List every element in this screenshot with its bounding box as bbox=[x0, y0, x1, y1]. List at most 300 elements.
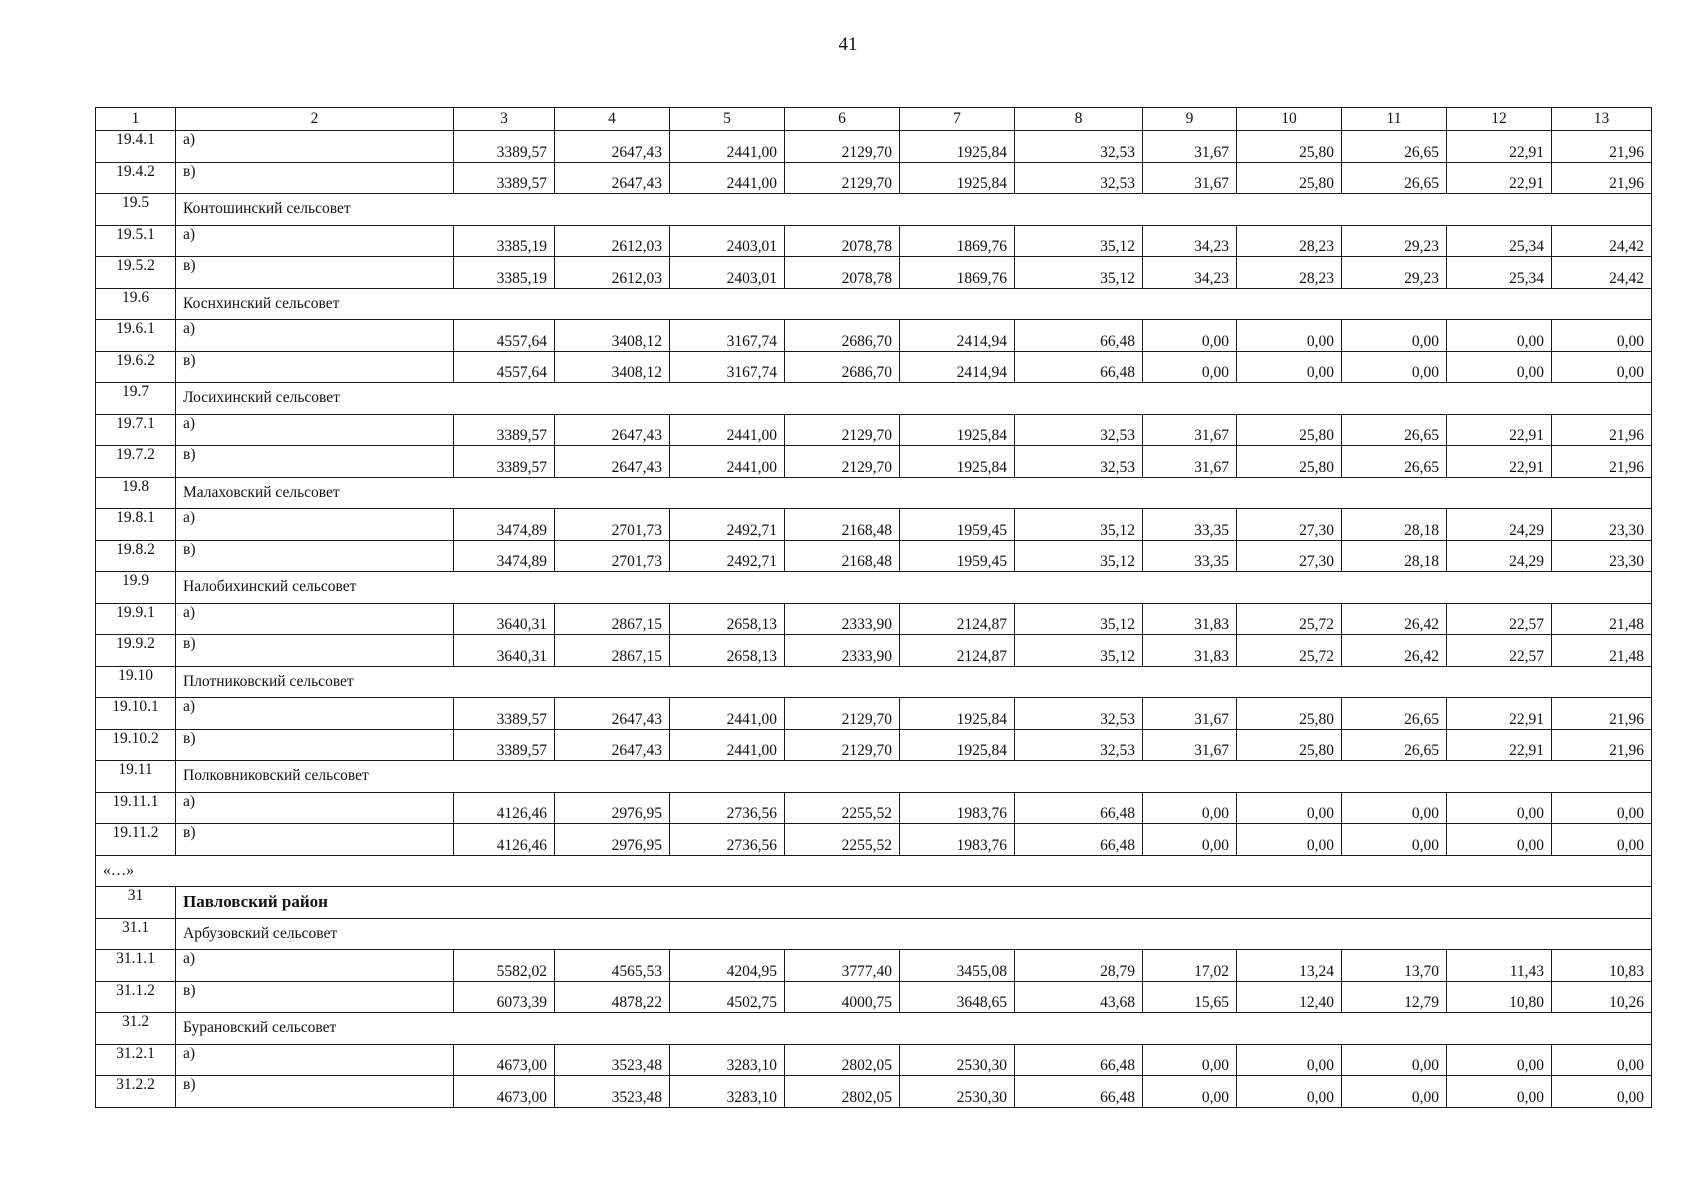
value-cell: 3389,57 bbox=[454, 446, 555, 478]
value-cell: 3167,74 bbox=[670, 351, 785, 383]
value-cell: 2403,01 bbox=[670, 225, 785, 257]
value-cell: 25,72 bbox=[1237, 603, 1342, 635]
value-cell: 32,53 bbox=[1015, 698, 1143, 730]
value-cell: 21,96 bbox=[1552, 414, 1652, 446]
value-cell: 4557,64 bbox=[454, 320, 555, 352]
value-cell: 32,53 bbox=[1015, 446, 1143, 478]
value-cell: 3389,57 bbox=[454, 729, 555, 761]
value-cell: 22,91 bbox=[1447, 446, 1552, 478]
table-row bbox=[96, 981, 1652, 1013]
column-number-cell: 12 bbox=[1447, 108, 1552, 131]
value-cell: 0,00 bbox=[1447, 1044, 1552, 1076]
value-cell: 28,79 bbox=[1015, 950, 1143, 982]
value-cell: 26,42 bbox=[1342, 603, 1447, 635]
section-title: Контошинский сельсовет bbox=[176, 194, 1652, 226]
value-cell: 0,00 bbox=[1552, 351, 1652, 383]
value-cell: 2441,00 bbox=[670, 698, 785, 730]
row-code: 19.7.1 bbox=[96, 414, 176, 446]
table-row bbox=[96, 225, 1652, 257]
row-label: в) bbox=[176, 635, 454, 667]
row-code: 19.11.1 bbox=[96, 792, 176, 824]
value-cell: 25,34 bbox=[1447, 225, 1552, 257]
value-cell: 31,67 bbox=[1143, 414, 1237, 446]
column-number-cell: 5 bbox=[670, 108, 785, 131]
value-cell: 0,00 bbox=[1342, 1076, 1447, 1108]
value-cell: 10,83 bbox=[1552, 950, 1652, 982]
value-cell: 2129,70 bbox=[785, 698, 900, 730]
value-cell: 2647,43 bbox=[555, 698, 670, 730]
value-cell: 66,48 bbox=[1015, 824, 1143, 856]
value-cell: 2078,78 bbox=[785, 257, 900, 289]
value-cell: 22,91 bbox=[1447, 131, 1552, 163]
section-title: Плотниковский сельсовет bbox=[176, 666, 1652, 698]
row-label: в) bbox=[176, 1076, 454, 1108]
value-cell: 21,96 bbox=[1552, 162, 1652, 194]
value-cell: 2736,56 bbox=[670, 792, 785, 824]
row-label: в) bbox=[176, 729, 454, 761]
value-cell: 2078,78 bbox=[785, 225, 900, 257]
section-title: Лосихинский сельсовет bbox=[176, 383, 1652, 415]
value-cell: 32,53 bbox=[1015, 414, 1143, 446]
value-cell: 1959,45 bbox=[900, 540, 1015, 572]
value-cell: 2168,48 bbox=[785, 509, 900, 541]
table-row bbox=[96, 1076, 1652, 1108]
value-cell: 2403,01 bbox=[670, 257, 785, 289]
value-cell: 2647,43 bbox=[555, 446, 670, 478]
value-cell: 0,00 bbox=[1552, 792, 1652, 824]
column-number-cell: 1 bbox=[96, 108, 176, 131]
value-cell: 22,57 bbox=[1447, 635, 1552, 667]
value-cell: 0,00 bbox=[1143, 1076, 1237, 1108]
value-cell: 4878,22 bbox=[555, 981, 670, 1013]
value-cell: 0,00 bbox=[1237, 824, 1342, 856]
value-cell: 4126,46 bbox=[454, 824, 555, 856]
value-cell: 28,23 bbox=[1237, 257, 1342, 289]
value-cell: 24,29 bbox=[1447, 509, 1552, 541]
value-cell: 26,65 bbox=[1342, 131, 1447, 163]
value-cell: 4126,46 bbox=[454, 792, 555, 824]
value-cell: 2612,03 bbox=[555, 225, 670, 257]
column-number-cell: 9 bbox=[1143, 108, 1237, 131]
row-label: а) bbox=[176, 950, 454, 982]
value-cell: 66,48 bbox=[1015, 351, 1143, 383]
value-cell: 2441,00 bbox=[670, 446, 785, 478]
value-cell: 2647,43 bbox=[555, 729, 670, 761]
section-title: Полковниковский сельсовет bbox=[176, 761, 1652, 793]
value-cell: 4557,64 bbox=[454, 351, 555, 383]
value-cell: 4000,75 bbox=[785, 981, 900, 1013]
row-label: в) bbox=[176, 981, 454, 1013]
value-cell: 2492,71 bbox=[670, 540, 785, 572]
value-cell: 2647,43 bbox=[555, 162, 670, 194]
value-cell: 2255,52 bbox=[785, 792, 900, 824]
value-cell: 21,96 bbox=[1552, 446, 1652, 478]
value-cell: 0,00 bbox=[1552, 1076, 1652, 1108]
section-code: 19.10 bbox=[96, 666, 176, 698]
value-cell: 25,80 bbox=[1237, 414, 1342, 446]
value-cell: 0,00 bbox=[1143, 320, 1237, 352]
value-cell: 2129,70 bbox=[785, 131, 900, 163]
value-cell: 2124,87 bbox=[900, 603, 1015, 635]
value-cell: 31,67 bbox=[1143, 698, 1237, 730]
value-cell: 31,67 bbox=[1143, 729, 1237, 761]
table-row bbox=[96, 824, 1652, 856]
value-cell: 0,00 bbox=[1237, 320, 1342, 352]
value-cell: 22,91 bbox=[1447, 729, 1552, 761]
value-cell: 1925,84 bbox=[900, 162, 1015, 194]
value-cell: 3389,57 bbox=[454, 162, 555, 194]
value-cell: 0,00 bbox=[1342, 792, 1447, 824]
section-row bbox=[96, 288, 1652, 320]
value-cell: 0,00 bbox=[1552, 1044, 1652, 1076]
section-title: Бурановский сельсовет bbox=[176, 1013, 1652, 1045]
value-cell: 33,35 bbox=[1143, 540, 1237, 572]
value-cell: 3640,31 bbox=[454, 635, 555, 667]
value-cell: 32,53 bbox=[1015, 729, 1143, 761]
value-cell: 28,23 bbox=[1237, 225, 1342, 257]
row-label: а) bbox=[176, 225, 454, 257]
value-cell: 2867,15 bbox=[555, 603, 670, 635]
value-cell: 29,23 bbox=[1342, 257, 1447, 289]
value-cell: 0,00 bbox=[1552, 320, 1652, 352]
section-code: 19.9 bbox=[96, 572, 176, 604]
value-cell: 31,67 bbox=[1143, 446, 1237, 478]
value-cell: 29,23 bbox=[1342, 225, 1447, 257]
value-cell: 2802,05 bbox=[785, 1076, 900, 1108]
value-cell: 2414,94 bbox=[900, 351, 1015, 383]
value-cell: 1925,84 bbox=[900, 729, 1015, 761]
section-row bbox=[96, 572, 1652, 604]
value-cell: 2129,70 bbox=[785, 729, 900, 761]
row-code: 31.1.1 bbox=[96, 950, 176, 982]
value-cell: 11,43 bbox=[1447, 950, 1552, 982]
table-row bbox=[96, 698, 1652, 730]
value-cell: 25,80 bbox=[1237, 131, 1342, 163]
value-cell: 3455,08 bbox=[900, 950, 1015, 982]
value-cell: 35,12 bbox=[1015, 635, 1143, 667]
value-cell: 1925,84 bbox=[900, 414, 1015, 446]
value-cell: 27,30 bbox=[1237, 509, 1342, 541]
value-cell: 2612,03 bbox=[555, 257, 670, 289]
column-number-cell: 6 bbox=[785, 108, 900, 131]
value-cell: 23,30 bbox=[1552, 540, 1652, 572]
row-code: 19.9.1 bbox=[96, 603, 176, 635]
value-cell: 2658,13 bbox=[670, 635, 785, 667]
value-cell: 0,00 bbox=[1447, 792, 1552, 824]
value-cell: 1869,76 bbox=[900, 225, 1015, 257]
section-title: Малаховский сельсовет bbox=[176, 477, 1652, 509]
value-cell: 35,12 bbox=[1015, 540, 1143, 572]
section-code: 19.6 bbox=[96, 288, 176, 320]
value-cell: 0,00 bbox=[1342, 1044, 1447, 1076]
value-cell: 4502,75 bbox=[670, 981, 785, 1013]
value-cell: 1983,76 bbox=[900, 792, 1015, 824]
value-cell: 1925,84 bbox=[900, 698, 1015, 730]
page-number: 41 bbox=[838, 34, 858, 55]
section-row bbox=[96, 383, 1652, 415]
value-cell: 21,96 bbox=[1552, 131, 1652, 163]
value-cell: 3523,48 bbox=[555, 1076, 670, 1108]
value-cell: 4204,95 bbox=[670, 950, 785, 982]
value-cell: 0,00 bbox=[1342, 351, 1447, 383]
row-code: 19.10.1 bbox=[96, 698, 176, 730]
row-label: а) bbox=[176, 414, 454, 446]
value-cell: 24,29 bbox=[1447, 540, 1552, 572]
value-cell: 0,00 bbox=[1143, 792, 1237, 824]
value-cell: 2333,90 bbox=[785, 635, 900, 667]
value-cell: 2530,30 bbox=[900, 1044, 1015, 1076]
value-cell: 2976,95 bbox=[555, 792, 670, 824]
value-cell: 26,65 bbox=[1342, 729, 1447, 761]
value-cell: 43,68 bbox=[1015, 981, 1143, 1013]
value-cell: 28,18 bbox=[1342, 540, 1447, 572]
row-code: 19.6.1 bbox=[96, 320, 176, 352]
row-code: 19.11.2 bbox=[96, 824, 176, 856]
row-code: 19.7.2 bbox=[96, 446, 176, 478]
value-cell: 2441,00 bbox=[670, 162, 785, 194]
value-cell: 21,96 bbox=[1552, 698, 1652, 730]
column-number-cell: 7 bbox=[900, 108, 1015, 131]
row-label: в) bbox=[176, 824, 454, 856]
value-cell: 66,48 bbox=[1015, 792, 1143, 824]
value-cell: 32,53 bbox=[1015, 131, 1143, 163]
section-row bbox=[96, 1013, 1652, 1045]
section-code: 31 bbox=[96, 887, 176, 919]
row-label: а) bbox=[176, 603, 454, 635]
section-row bbox=[96, 477, 1652, 509]
table-row bbox=[96, 792, 1652, 824]
value-cell: 25,72 bbox=[1237, 635, 1342, 667]
value-cell: 4565,53 bbox=[555, 950, 670, 982]
row-code: 31.2.2 bbox=[96, 1076, 176, 1108]
value-cell: 66,48 bbox=[1015, 1076, 1143, 1108]
table-row bbox=[96, 950, 1652, 982]
value-cell: 3474,89 bbox=[454, 509, 555, 541]
section-row bbox=[96, 761, 1652, 793]
value-cell: 0,00 bbox=[1552, 824, 1652, 856]
row-label: а) bbox=[176, 509, 454, 541]
value-cell: 24,42 bbox=[1552, 257, 1652, 289]
value-cell: 2441,00 bbox=[670, 414, 785, 446]
value-cell: 13,70 bbox=[1342, 950, 1447, 982]
value-cell: 12,79 bbox=[1342, 981, 1447, 1013]
value-cell: 2701,73 bbox=[555, 509, 670, 541]
value-cell: 26,65 bbox=[1342, 698, 1447, 730]
section-code: 31.2 bbox=[96, 1013, 176, 1045]
value-cell: 2686,70 bbox=[785, 320, 900, 352]
value-cell: 0,00 bbox=[1237, 1044, 1342, 1076]
value-cell: 3474,89 bbox=[454, 540, 555, 572]
value-cell: 15,65 bbox=[1143, 981, 1237, 1013]
value-cell: 3385,19 bbox=[454, 225, 555, 257]
value-cell: 3283,10 bbox=[670, 1044, 785, 1076]
value-cell: 2736,56 bbox=[670, 824, 785, 856]
value-cell: 3389,57 bbox=[454, 131, 555, 163]
section-row bbox=[96, 194, 1652, 226]
value-cell: 3167,74 bbox=[670, 320, 785, 352]
value-cell: 2701,73 bbox=[555, 540, 670, 572]
value-cell: 21,48 bbox=[1552, 603, 1652, 635]
value-cell: 23,30 bbox=[1552, 509, 1652, 541]
value-cell: 17,02 bbox=[1143, 950, 1237, 982]
value-cell: 2658,13 bbox=[670, 603, 785, 635]
value-cell: 21,96 bbox=[1552, 729, 1652, 761]
row-label: а) bbox=[176, 792, 454, 824]
value-cell: 22,91 bbox=[1447, 414, 1552, 446]
value-cell: 31,83 bbox=[1143, 635, 1237, 667]
value-cell: 66,48 bbox=[1015, 320, 1143, 352]
value-cell: 31,83 bbox=[1143, 603, 1237, 635]
value-cell: 35,12 bbox=[1015, 257, 1143, 289]
row-label: а) bbox=[176, 320, 454, 352]
omission-row bbox=[96, 855, 1652, 887]
value-cell: 0,00 bbox=[1143, 351, 1237, 383]
value-cell: 22,57 bbox=[1447, 603, 1552, 635]
value-cell: 2441,00 bbox=[670, 729, 785, 761]
value-cell: 0,00 bbox=[1143, 824, 1237, 856]
value-cell: 13,24 bbox=[1237, 950, 1342, 982]
value-cell: 25,34 bbox=[1447, 257, 1552, 289]
value-cell: 22,91 bbox=[1447, 162, 1552, 194]
table-row bbox=[96, 603, 1652, 635]
value-cell: 4673,00 bbox=[454, 1076, 555, 1108]
table-row bbox=[96, 414, 1652, 446]
value-cell: 27,30 bbox=[1237, 540, 1342, 572]
row-code: 31.2.1 bbox=[96, 1044, 176, 1076]
value-cell: 3283,10 bbox=[670, 1076, 785, 1108]
value-cell: 2492,71 bbox=[670, 509, 785, 541]
value-cell: 3640,31 bbox=[454, 603, 555, 635]
value-cell: 33,35 bbox=[1143, 509, 1237, 541]
section-title: Налобихинский сельсовет bbox=[176, 572, 1652, 604]
column-number-cell: 11 bbox=[1342, 108, 1447, 131]
row-code: 19.6.2 bbox=[96, 351, 176, 383]
value-cell: 3523,48 bbox=[555, 1044, 670, 1076]
value-cell: 1983,76 bbox=[900, 824, 1015, 856]
section-code: 19.7 bbox=[96, 383, 176, 415]
value-cell: 2867,15 bbox=[555, 635, 670, 667]
value-cell: 1959,45 bbox=[900, 509, 1015, 541]
section-code: 19.11 bbox=[96, 761, 176, 793]
table-body bbox=[96, 131, 1652, 1108]
row-label: в) bbox=[176, 257, 454, 289]
table-row bbox=[96, 131, 1652, 163]
value-cell: 2124,87 bbox=[900, 635, 1015, 667]
value-cell: 12,40 bbox=[1237, 981, 1342, 1013]
column-number-cell: 13 bbox=[1552, 108, 1652, 131]
row-label: в) bbox=[176, 446, 454, 478]
column-number-cell: 3 bbox=[454, 108, 555, 131]
value-cell: 28,18 bbox=[1342, 509, 1447, 541]
value-cell: 2530,30 bbox=[900, 1076, 1015, 1108]
row-label: в) bbox=[176, 162, 454, 194]
value-cell: 3648,65 bbox=[900, 981, 1015, 1013]
section-row bbox=[96, 918, 1652, 950]
section-title: Арбузовский сельсовет bbox=[176, 918, 1652, 950]
section-code: 19.8 bbox=[96, 477, 176, 509]
value-cell: 0,00 bbox=[1237, 1076, 1342, 1108]
value-cell: 25,80 bbox=[1237, 446, 1342, 478]
value-cell: 10,26 bbox=[1552, 981, 1652, 1013]
value-cell: 26,65 bbox=[1342, 446, 1447, 478]
row-code: 19.5.1 bbox=[96, 225, 176, 257]
value-cell: 2686,70 bbox=[785, 351, 900, 383]
section-row bbox=[96, 666, 1652, 698]
value-cell: 3408,12 bbox=[555, 351, 670, 383]
table-row bbox=[96, 509, 1652, 541]
row-code: 19.4.2 bbox=[96, 162, 176, 194]
row-label: а) bbox=[176, 131, 454, 163]
table-row bbox=[96, 320, 1652, 352]
column-number-cell: 10 bbox=[1237, 108, 1342, 131]
value-cell: 0,00 bbox=[1447, 824, 1552, 856]
row-code: 19.8.2 bbox=[96, 540, 176, 572]
value-cell: 2255,52 bbox=[785, 824, 900, 856]
value-cell: 31,67 bbox=[1143, 131, 1237, 163]
value-cell: 35,12 bbox=[1015, 225, 1143, 257]
value-cell: 35,12 bbox=[1015, 509, 1143, 541]
section-code: 31.1 bbox=[96, 918, 176, 950]
value-cell: 0,00 bbox=[1447, 1076, 1552, 1108]
value-cell: 2129,70 bbox=[785, 414, 900, 446]
table-row bbox=[96, 446, 1652, 478]
table-row bbox=[96, 351, 1652, 383]
value-cell: 1925,84 bbox=[900, 446, 1015, 478]
value-cell: 4673,00 bbox=[454, 1044, 555, 1076]
table-row bbox=[96, 729, 1652, 761]
row-code: 19.10.2 bbox=[96, 729, 176, 761]
value-cell: 3385,19 bbox=[454, 257, 555, 289]
value-cell: 25,80 bbox=[1237, 698, 1342, 730]
value-cell: 32,53 bbox=[1015, 162, 1143, 194]
value-cell: 2168,48 bbox=[785, 540, 900, 572]
row-code: 19.4.1 bbox=[96, 131, 176, 163]
row-code: 19.8.1 bbox=[96, 509, 176, 541]
value-cell: 26,65 bbox=[1342, 414, 1447, 446]
value-cell: 34,23 bbox=[1143, 225, 1237, 257]
value-cell: 34,23 bbox=[1143, 257, 1237, 289]
value-cell: 2647,43 bbox=[555, 414, 670, 446]
value-cell: 0,00 bbox=[1237, 792, 1342, 824]
value-cell: 0,00 bbox=[1447, 351, 1552, 383]
value-cell: 6073,39 bbox=[454, 981, 555, 1013]
value-cell: 26,42 bbox=[1342, 635, 1447, 667]
tariff-table bbox=[95, 107, 1652, 1108]
row-label: в) bbox=[176, 351, 454, 383]
table-row bbox=[96, 635, 1652, 667]
value-cell: 2414,94 bbox=[900, 320, 1015, 352]
row-label: а) bbox=[176, 1044, 454, 1076]
value-cell: 31,67 bbox=[1143, 162, 1237, 194]
row-label: в) bbox=[176, 540, 454, 572]
value-cell: 2647,43 bbox=[555, 131, 670, 163]
value-cell: 66,48 bbox=[1015, 1044, 1143, 1076]
value-cell: 0,00 bbox=[1237, 351, 1342, 383]
column-number-cell: 2 bbox=[176, 108, 454, 131]
column-number-row bbox=[96, 108, 1652, 131]
value-cell: 3408,12 bbox=[555, 320, 670, 352]
section-code: 19.5 bbox=[96, 194, 176, 226]
row-code: 31.1.2 bbox=[96, 981, 176, 1013]
value-cell: 2802,05 bbox=[785, 1044, 900, 1076]
value-cell: 2129,70 bbox=[785, 162, 900, 194]
value-cell: 26,65 bbox=[1342, 162, 1447, 194]
value-cell: 1869,76 bbox=[900, 257, 1015, 289]
row-code: 19.9.2 bbox=[96, 635, 176, 667]
value-cell: 0,00 bbox=[1342, 320, 1447, 352]
district-title: Павловский район bbox=[176, 887, 1652, 919]
value-cell: 3777,40 bbox=[785, 950, 900, 982]
